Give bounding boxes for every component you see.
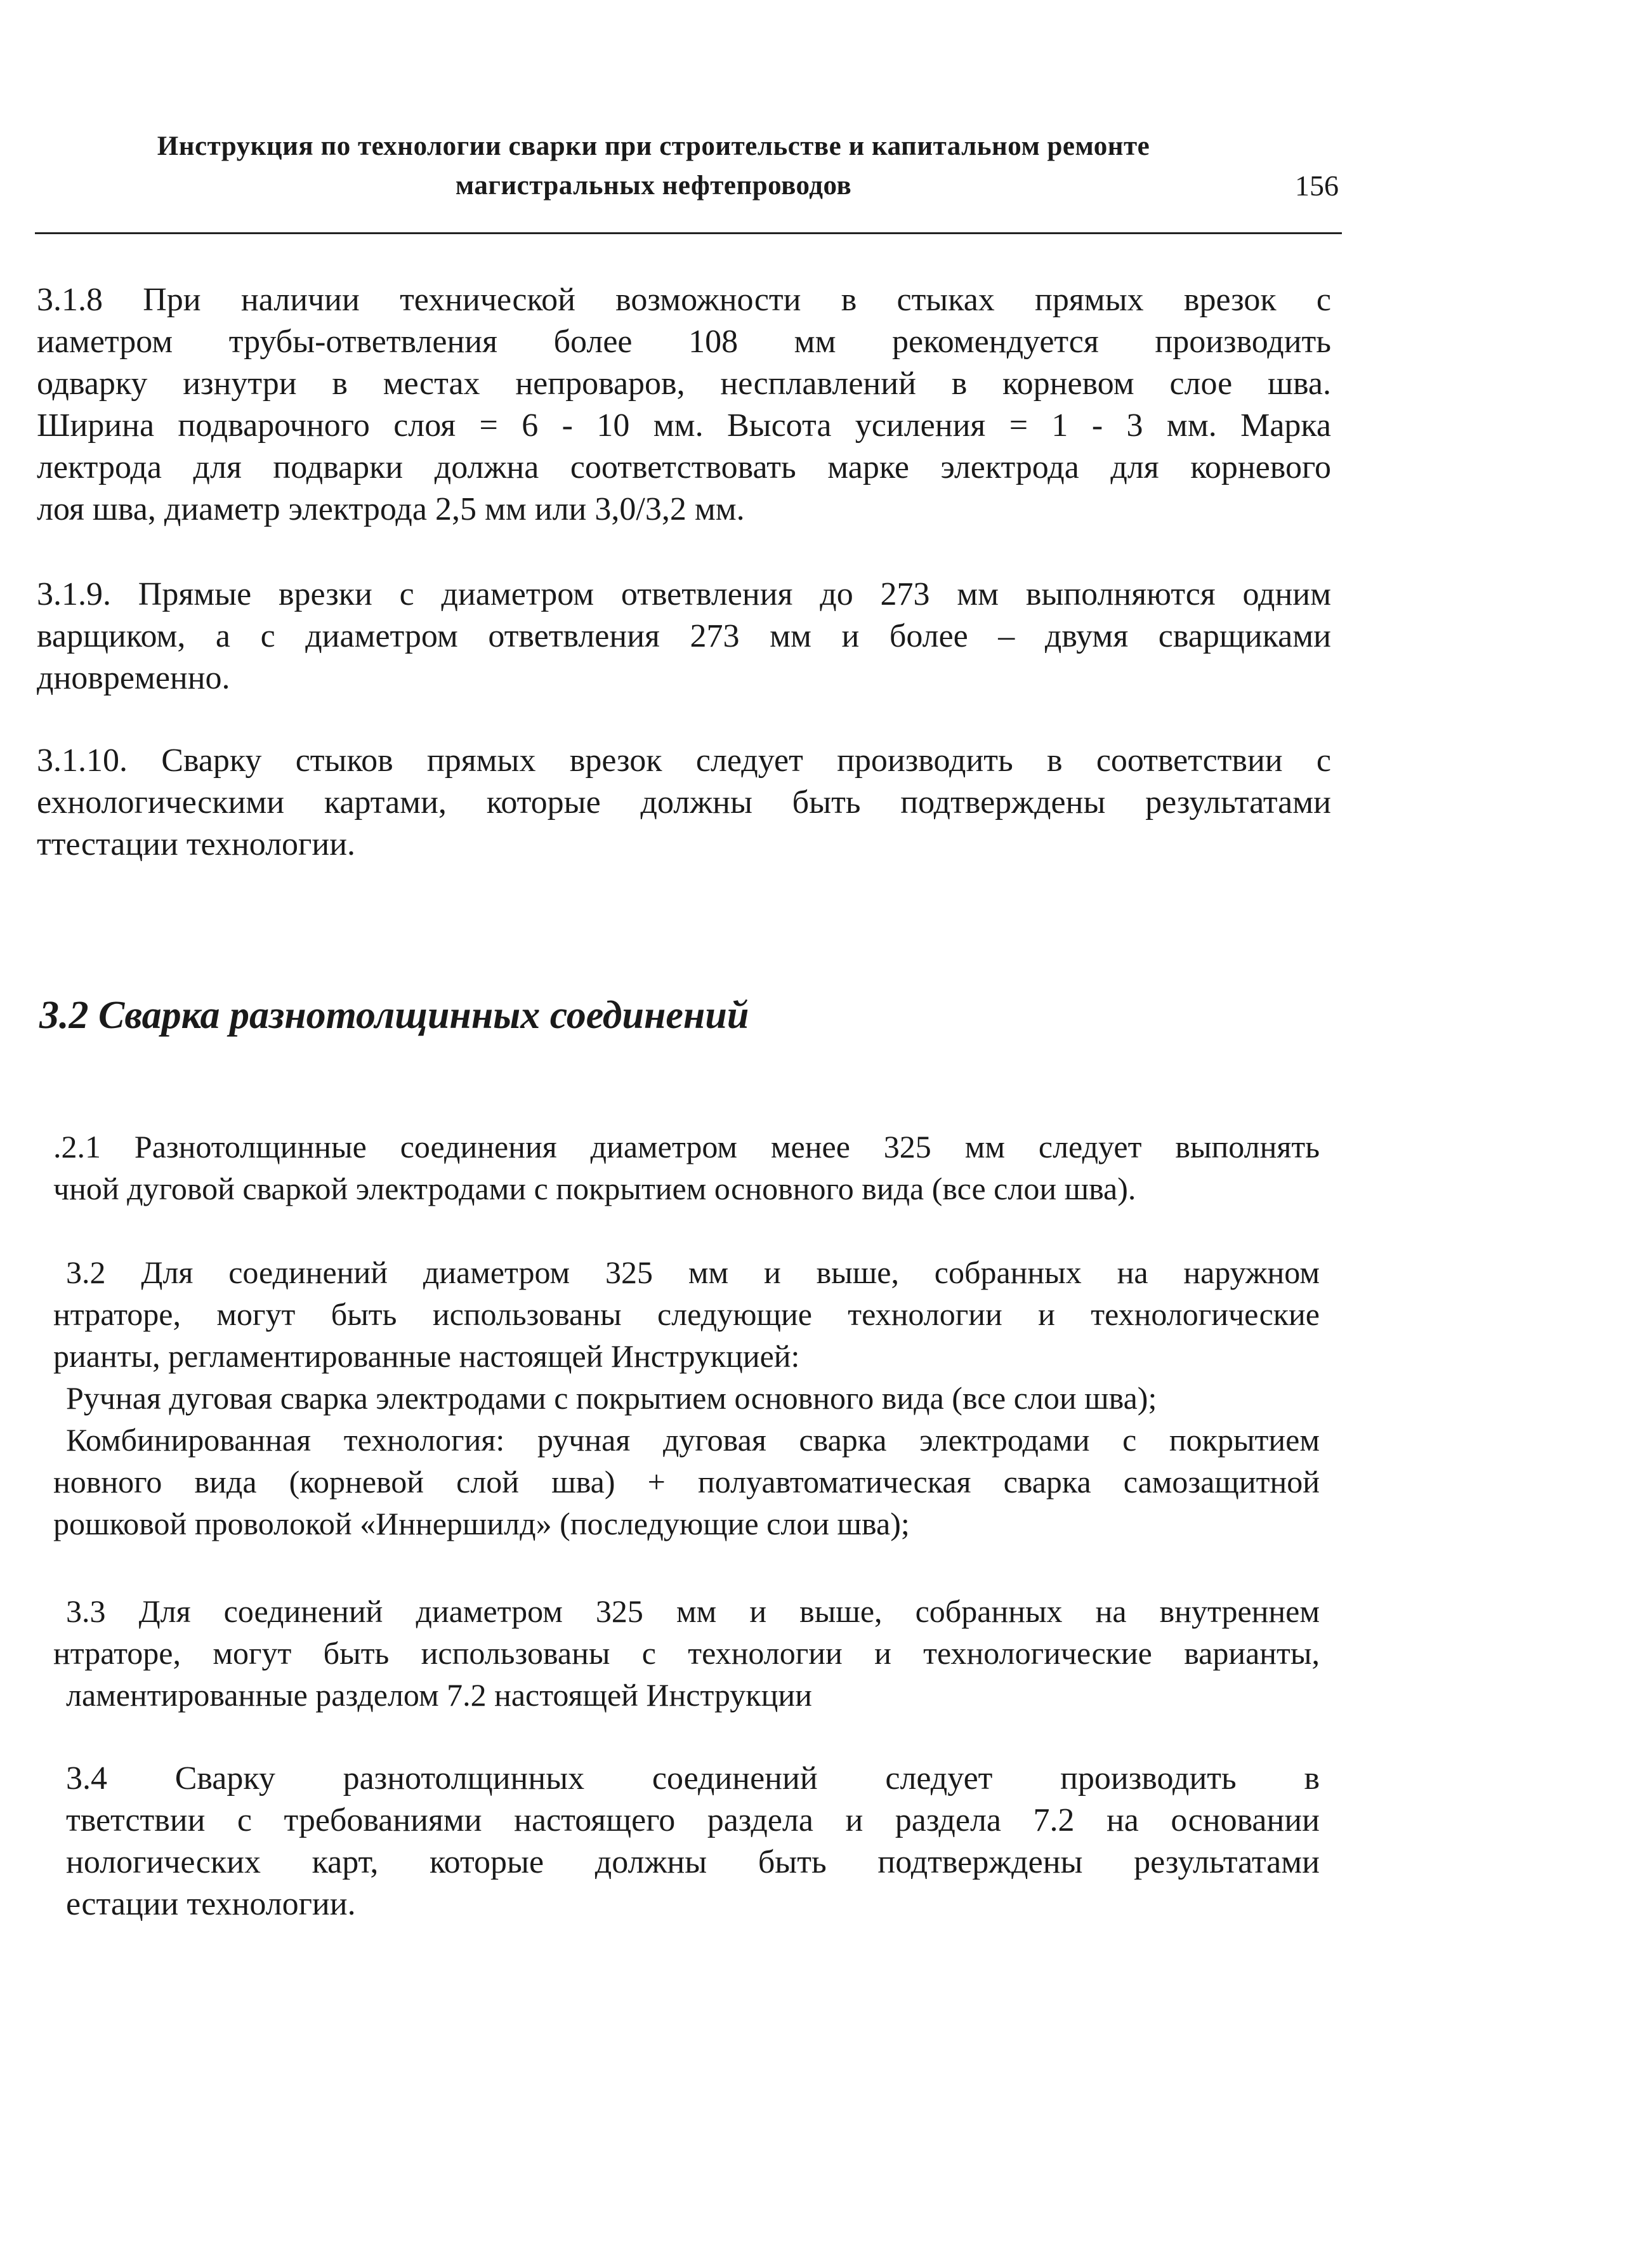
paragraph-line: Комбинированная технология: ручная дуговая сварка электродами с покрытием xyxy=(66,1422,1320,1458)
paragraph-line: рошковой проволокой «Иннершилд» (последующие слои шва); xyxy=(53,1506,910,1541)
paragraph-line: 3.3 Для соединений диаметром 325 мм и выше, собранных на внутреннем xyxy=(66,1593,1320,1629)
paragraph-line: ехнологическими картами, которые должны быть подтверждены результатами xyxy=(37,784,1331,821)
paragraph-3-2-2 xyxy=(53,1251,1320,1545)
header-title-line-2: магистральных нефтепроводов xyxy=(455,171,852,201)
paragraph-3-1-10 xyxy=(37,740,1331,866)
paragraph-line: ламентированные разделом 7.2 настоящей Инструкции xyxy=(66,1677,812,1713)
paragraph-line: варщиком, а с диаметром ответвления 273 мм и более – двумя сварщиками xyxy=(37,618,1331,654)
section-heading: 3.2 Сварка разнотолщинных соединений xyxy=(39,994,749,1037)
page-header xyxy=(38,127,1339,206)
header-divider xyxy=(35,232,1342,234)
header-title-line-1: Инструкция по технологии сварки при строительстве и капитальном ремонте xyxy=(157,131,1150,161)
header-title xyxy=(38,127,1269,206)
paragraph-line: 3.1.10. Сварку стыков прямых врезок следует производить в соответствии с xyxy=(37,742,1331,779)
paragraph-line: естации технологии. xyxy=(66,1886,356,1922)
paragraph-line: 3.1.9. Прямые врезки с диаметром ответвления до 273 мм выполняются одним xyxy=(37,576,1331,612)
paragraph-line: одварку изнутри в местах непроваров, несплавлений в корневом слое шва. xyxy=(37,366,1331,402)
paragraph-line: 3.1.8 При наличии технической возможности в стыках прямых врезок с xyxy=(37,282,1331,318)
paragraph-3-1-8 xyxy=(37,279,1331,531)
paragraph-line: лоя шва, диаметр электрода 2,5 мм или 3,0/3,2 мм. xyxy=(37,491,745,527)
paragraph-line: новного вида (корневой слой шва) + полуавтоматическая сварка самозащитной xyxy=(53,1464,1320,1500)
page-number: 156 xyxy=(1295,169,1339,202)
paragraph-line: иаметром трубы-ответвления более 108 мм рекомендуется производить xyxy=(37,324,1331,360)
paragraph-3-2-4 xyxy=(66,1758,1320,1925)
paragraph-line: рианты, регламентированные настоящей Инструкцией: xyxy=(53,1338,800,1374)
paragraph-line: чной дуговой сваркой электродами с покрытием основного вида (все слои шва). xyxy=(53,1171,1136,1206)
paragraph-line: 3.2 Для соединений диаметром 325 мм и выше, собранных на наружном xyxy=(66,1255,1320,1290)
paragraph-line: дновременно. xyxy=(37,660,230,696)
paragraph-line: Ручная дуговая сварка электродами с покрытием основного вида (все слои шва); xyxy=(66,1380,1157,1416)
paragraph-line: тветствии с требованиями настоящего раздела и раздела 7.2 на основании xyxy=(66,1802,1320,1838)
paragraph-line: Ширина подварочного слоя = 6 - 10 мм. Высота усиления = 1 - 3 мм. Марка xyxy=(37,407,1331,444)
paragraph-3-1-9 xyxy=(37,574,1331,699)
paragraph-line: лектрода для подварки должна соответствовать марке электрода для корневого xyxy=(37,449,1331,485)
paragraph-line: нологических карт, которые должны быть подтверждены результатами xyxy=(66,1844,1320,1880)
paragraph-line: 3.4 Сварку разнотолщинных соединений следует производить в xyxy=(66,1760,1320,1797)
paragraph-line: ттестации технологии. xyxy=(37,826,356,862)
paragraph-line: нтраторе, могут быть использованы следующие технологии и технологические xyxy=(53,1296,1320,1332)
paragraph-3-2-1 xyxy=(53,1126,1320,1210)
paragraph-3-2-3 xyxy=(53,1590,1320,1716)
paragraph-line: .2.1 Разнотолщинные соединения диаметром менее 325 мм следует выполнять xyxy=(53,1129,1320,1164)
paragraph-line: нтраторе, могут быть использованы с технологии и технологические варианты, xyxy=(53,1635,1320,1671)
